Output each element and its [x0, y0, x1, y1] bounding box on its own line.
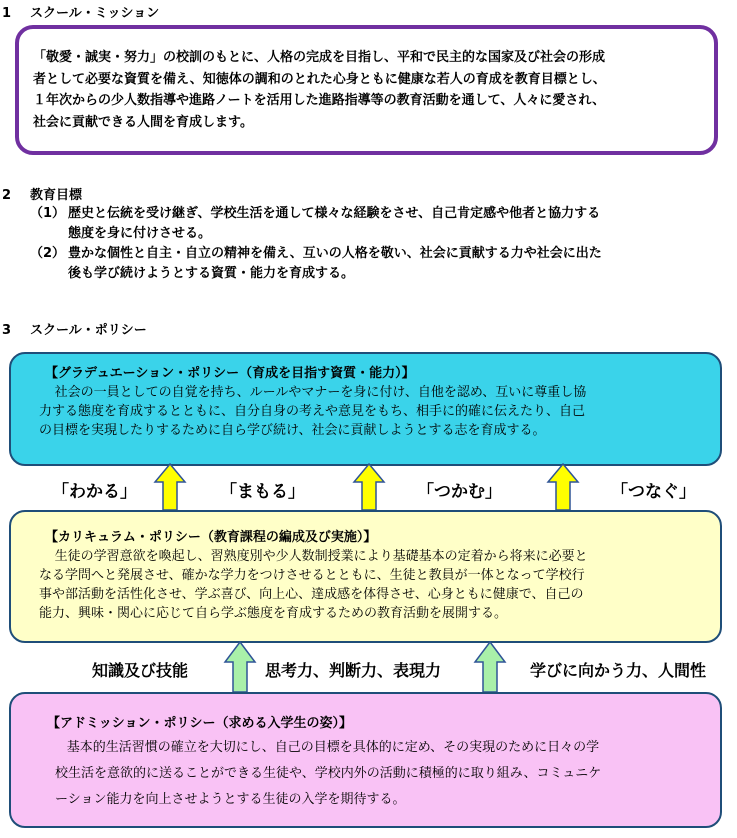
up-arrow-icon: [352, 462, 386, 512]
mission-line: 社会に貢献できる人間を育成します。: [33, 114, 253, 130]
curriculum-policy-title: 【カリキュラム・ポリシー（教育課程の編成及び実施）】: [45, 530, 377, 545]
goal-item: [30, 244, 725, 284]
section-title: 教育目標: [30, 188, 83, 203]
curriculum-policy-line: 事や部活動を活性化させ、学ぶ喜び、向上心、達成感を体得させ、心身ともに健康で、自己の: [39, 587, 584, 602]
admission-policy-line: 基本的生活習慣の確立を大切にし、自己の目標を具体的に定め、その実現のために日々の学: [66, 740, 600, 755]
keyword-motivation-humanity: 学びに向かう力、人間性: [530, 661, 707, 680]
graduation-policy-line: の目標を実現したりするために自ら学び続け、社会に貢献しようとする志を育成する。: [39, 423, 546, 438]
graduation-policy-line: 力する態度を育成するとともに、自分自身の考えや意見をもち、相手に的確に伝えたり、自己: [39, 404, 586, 419]
graduation-policy-line: 社会の一員としての自覚を持ち、ルールやマナーを身に付け、自他を認め、互いに尊重し協: [54, 385, 587, 400]
goal-line: 豊かな個性と自主・自立の精神を備え、互いの人格を敬い、社会に貢献する力や社会に出た: [68, 246, 602, 261]
section-number: 1: [2, 6, 12, 21]
goal-item: [30, 204, 725, 244]
goal-number: （1）: [30, 206, 66, 221]
mission-line: １年次からの少人数指導や進路ノートを活用した進路指導等の教育活動を通して、人々に愛され、: [33, 93, 606, 108]
mission-line: 者として必要な資質を備え、知徳体の調和のとれた心身ともに健康な若人の育成を教育目標とし、: [33, 71, 606, 87]
section-title: スクール・ミッション: [30, 6, 160, 21]
section-number: 3: [2, 323, 12, 338]
curriculum-policy-line: なる学問へと発展させ、確かな学力をつけさせるとともに、生徒と教員が一体となって学校行: [39, 568, 585, 583]
section-number: 2: [2, 188, 12, 203]
up-arrow-icon: [546, 462, 580, 512]
curriculum-policy-line: 能力、興味・関心に応じて自ら学ぶ態度を育成するための教育活動を展開する。: [39, 606, 508, 621]
section-heading-goals: [2, 184, 82, 203]
admission-policy-box: [9, 692, 722, 828]
keyword-mamoru: 「まもる」: [220, 482, 305, 502]
up-arrow-icon: [153, 462, 187, 512]
up-arrow-icon: [473, 640, 507, 694]
admission-policy-line: 校生活を意欲的に送ることができる生徒や、学校内外の活動に積極的に取り組み、コミュニケ: [55, 766, 602, 781]
keyword-tsunagu: 「つなぐ」: [611, 482, 696, 502]
curriculum-policy-box: [9, 510, 722, 643]
up-arrow-icon: [223, 640, 257, 694]
education-goals: [30, 204, 725, 284]
goal-number: （2）: [30, 246, 66, 261]
graduation-policy-title: 【グラデュエーション・ポリシー（育成を目指す資質・能力）】: [45, 366, 415, 381]
section-heading-mission: [2, 2, 159, 21]
goal-line: 後も学び続けようとする資質・能力を育成する。: [68, 266, 355, 281]
section-heading-policy: [2, 319, 147, 338]
keyword-wakaru: 「わかる」: [52, 482, 137, 502]
keyword-knowledge-skills: 知識及び技能: [92, 661, 189, 680]
admission-policy-line: ーション能力を向上させようとする生徒の入学を期待する。: [55, 792, 406, 807]
admission-policy-title: 【アドミッション・ポリシー（求める入学生の姿）】: [47, 716, 352, 731]
goal-line: 態度を身に付けさせる。: [68, 226, 212, 241]
keyword-tsukamu: 「つかむ」: [417, 482, 502, 502]
section-title: スクール・ポリシー: [30, 323, 147, 338]
graduation-policy-box: [9, 352, 722, 466]
curriculum-policy-line: 生徒の学習意欲を喚起し、習熟度別や少人数制授業により基礎基本の定着から将来に必要と: [54, 549, 588, 564]
mission-line: 「敬愛・誠実・努力」の校訓のもとに、人格の完成を目指し、平和で民主的な国家及び社会の形成: [33, 50, 606, 65]
goal-line: 歴史と伝統を受け継ぎ、学校生活を通して様々な経験をさせ、自己肯定感や他者と協力する: [68, 206, 601, 221]
keyword-thinking-judgment-expression: 思考力、判断力、表現力: [265, 661, 442, 680]
mission-box: [15, 25, 718, 155]
